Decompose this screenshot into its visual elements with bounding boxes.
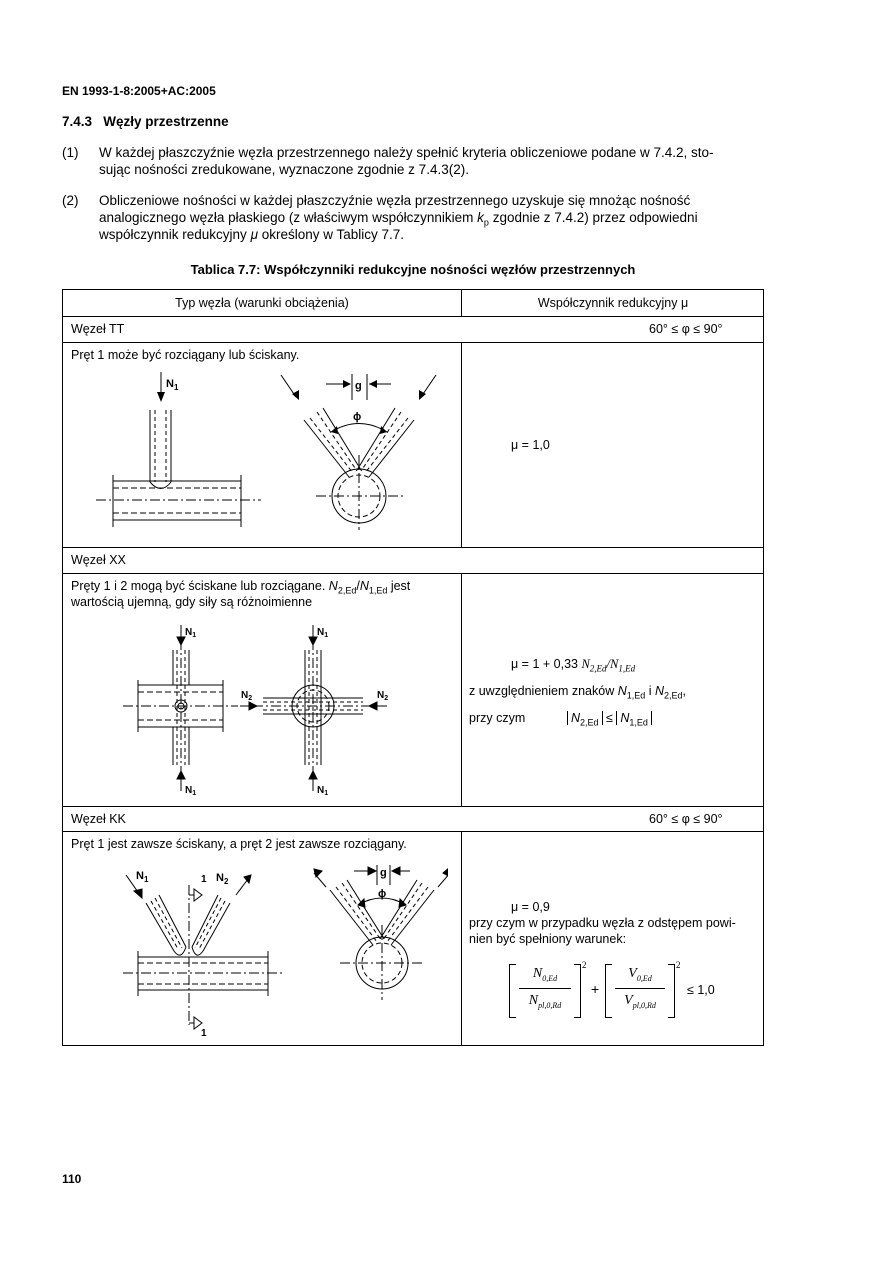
paragraph-number: (1) xyxy=(62,145,79,160)
signs-note-xx: z uwzględnieniem znaków $N_{1,Ed}$ i $N_{2,Ed}$, xyxy=(469,684,687,701)
svg-text:N2: $N_2$ xyxy=(216,872,229,886)
section-number: 7.4.3 xyxy=(62,114,93,129)
reduction-factor-table xyxy=(62,289,764,1046)
note-kk-line2: nien być spełniony warunek: xyxy=(469,932,627,946)
paragraph-1 xyxy=(62,145,764,179)
joint-name-xx: Węzeł XX xyxy=(71,553,126,567)
table-caption: Tablica 7.7: Współczynniki redukcyjne nośności węzłów przestrzennych xyxy=(190,262,636,277)
where-label-xx: przy czym xyxy=(469,711,526,725)
paragraph-line: analogicznego węzła płaskiego (z właściwym współczynnikiem $k_p$ zgodnie z 7.4.2) przez odpowiedni xyxy=(99,210,698,228)
tt-joint-diagram xyxy=(91,370,461,530)
standard-header: EN 1993-1-8:2005+AC:2005 xyxy=(62,84,216,98)
condition-xx: Pręty 1 i 2 mogą być ściskane lub rozciągane. $N_{2,Ed}/N_{1,Ed}$ jest xyxy=(71,579,411,596)
section-title: Węzły przestrzenne xyxy=(103,114,229,129)
paragraph-line: W każdej płaszczyźnie węzła przestrzennego należy spełnić kryteria obliczeniowe podane w 7.4.2, sto- xyxy=(99,145,714,160)
note-kk-line1: przy czym w przypadku węzła z odstępem powi- xyxy=(469,916,736,930)
paragraph-line: współczynnik redukcyjny μ określony w Tablicy 7.7. xyxy=(99,227,405,242)
label-n1: $N_1$ xyxy=(166,378,179,392)
kk-joint-diagram xyxy=(118,865,448,1040)
svg-text:g: g xyxy=(380,867,387,879)
abs-condition-xx: $N_{2,Ed} \le N_{1,Ed}$ xyxy=(567,711,652,731)
formula-xx: μ = 1 + 0,33 $N_{2,Ed}/N_{1,Ed}$ xyxy=(511,657,636,674)
column-header-factor: Współczynnik redukcyjny μ xyxy=(537,296,689,310)
label-angle: ϕ xyxy=(353,411,362,423)
xx-joint-diagram xyxy=(103,625,433,795)
section-heading xyxy=(62,114,229,129)
column-header-type: Typ węzła (warunki obciążenia) xyxy=(175,296,349,310)
paragraph-line: Obliczeniowe nośności w każdej płaszczyźnie węzła przestrzennego uzyskuje się mnożąc nośność xyxy=(99,193,691,208)
factor-kk: μ = 0,9 xyxy=(511,900,550,914)
svg-text:N1: $N_1$ xyxy=(317,627,329,639)
angle-range-kk: 60° ≤ φ ≤ 90° xyxy=(649,812,723,826)
svg-text:1: 1 xyxy=(201,874,207,885)
joint-name-kk: Węzeł KK xyxy=(71,812,126,826)
condition-kk: Pręt 1 jest zawsze ściskany, a pręt 2 jest zawsze rozciągany. xyxy=(71,837,407,851)
interaction-formula-kk: $N_{0,Ed}$ $N_{pl,0,Rd}$ 2 + $V_{0,Ed}$ $V_{pl,0,Rd}$ 2 ≤ 1,0 xyxy=(509,960,749,1022)
factor-tt: μ = 1,0 xyxy=(511,438,550,452)
svg-text:N1: $N_1$ xyxy=(136,870,149,884)
svg-text:N1: $N_1$ xyxy=(317,785,329,795)
paragraph-line: sując nośności zredukowane, wyznaczone zgodnie z 7.4.3(2). xyxy=(99,162,469,177)
paragraph-2 xyxy=(62,193,764,245)
condition-tt: Pręt 1 może być rozciągany lub ściskany. xyxy=(71,348,300,362)
angle-range-tt: 60° ≤ φ ≤ 90° xyxy=(649,322,723,336)
svg-text:N1: $N_1$ xyxy=(185,785,197,795)
svg-text:1: 1 xyxy=(201,1028,207,1039)
svg-text:N1: $N_1$ xyxy=(185,627,197,639)
svg-text:N2: $N_2$ xyxy=(377,690,389,702)
joint-name-tt: Węzeł TT xyxy=(71,322,125,336)
svg-text:ϕ: ϕ xyxy=(378,888,387,900)
condition-xx-line2: wartością ujemną, gdy siły są różnoimienne xyxy=(71,595,313,609)
label-gap: g xyxy=(355,380,362,392)
page-number: 110 xyxy=(62,1172,82,1186)
paragraph-number: (2) xyxy=(62,193,79,208)
svg-text:N2: $N_2$ xyxy=(241,690,253,702)
